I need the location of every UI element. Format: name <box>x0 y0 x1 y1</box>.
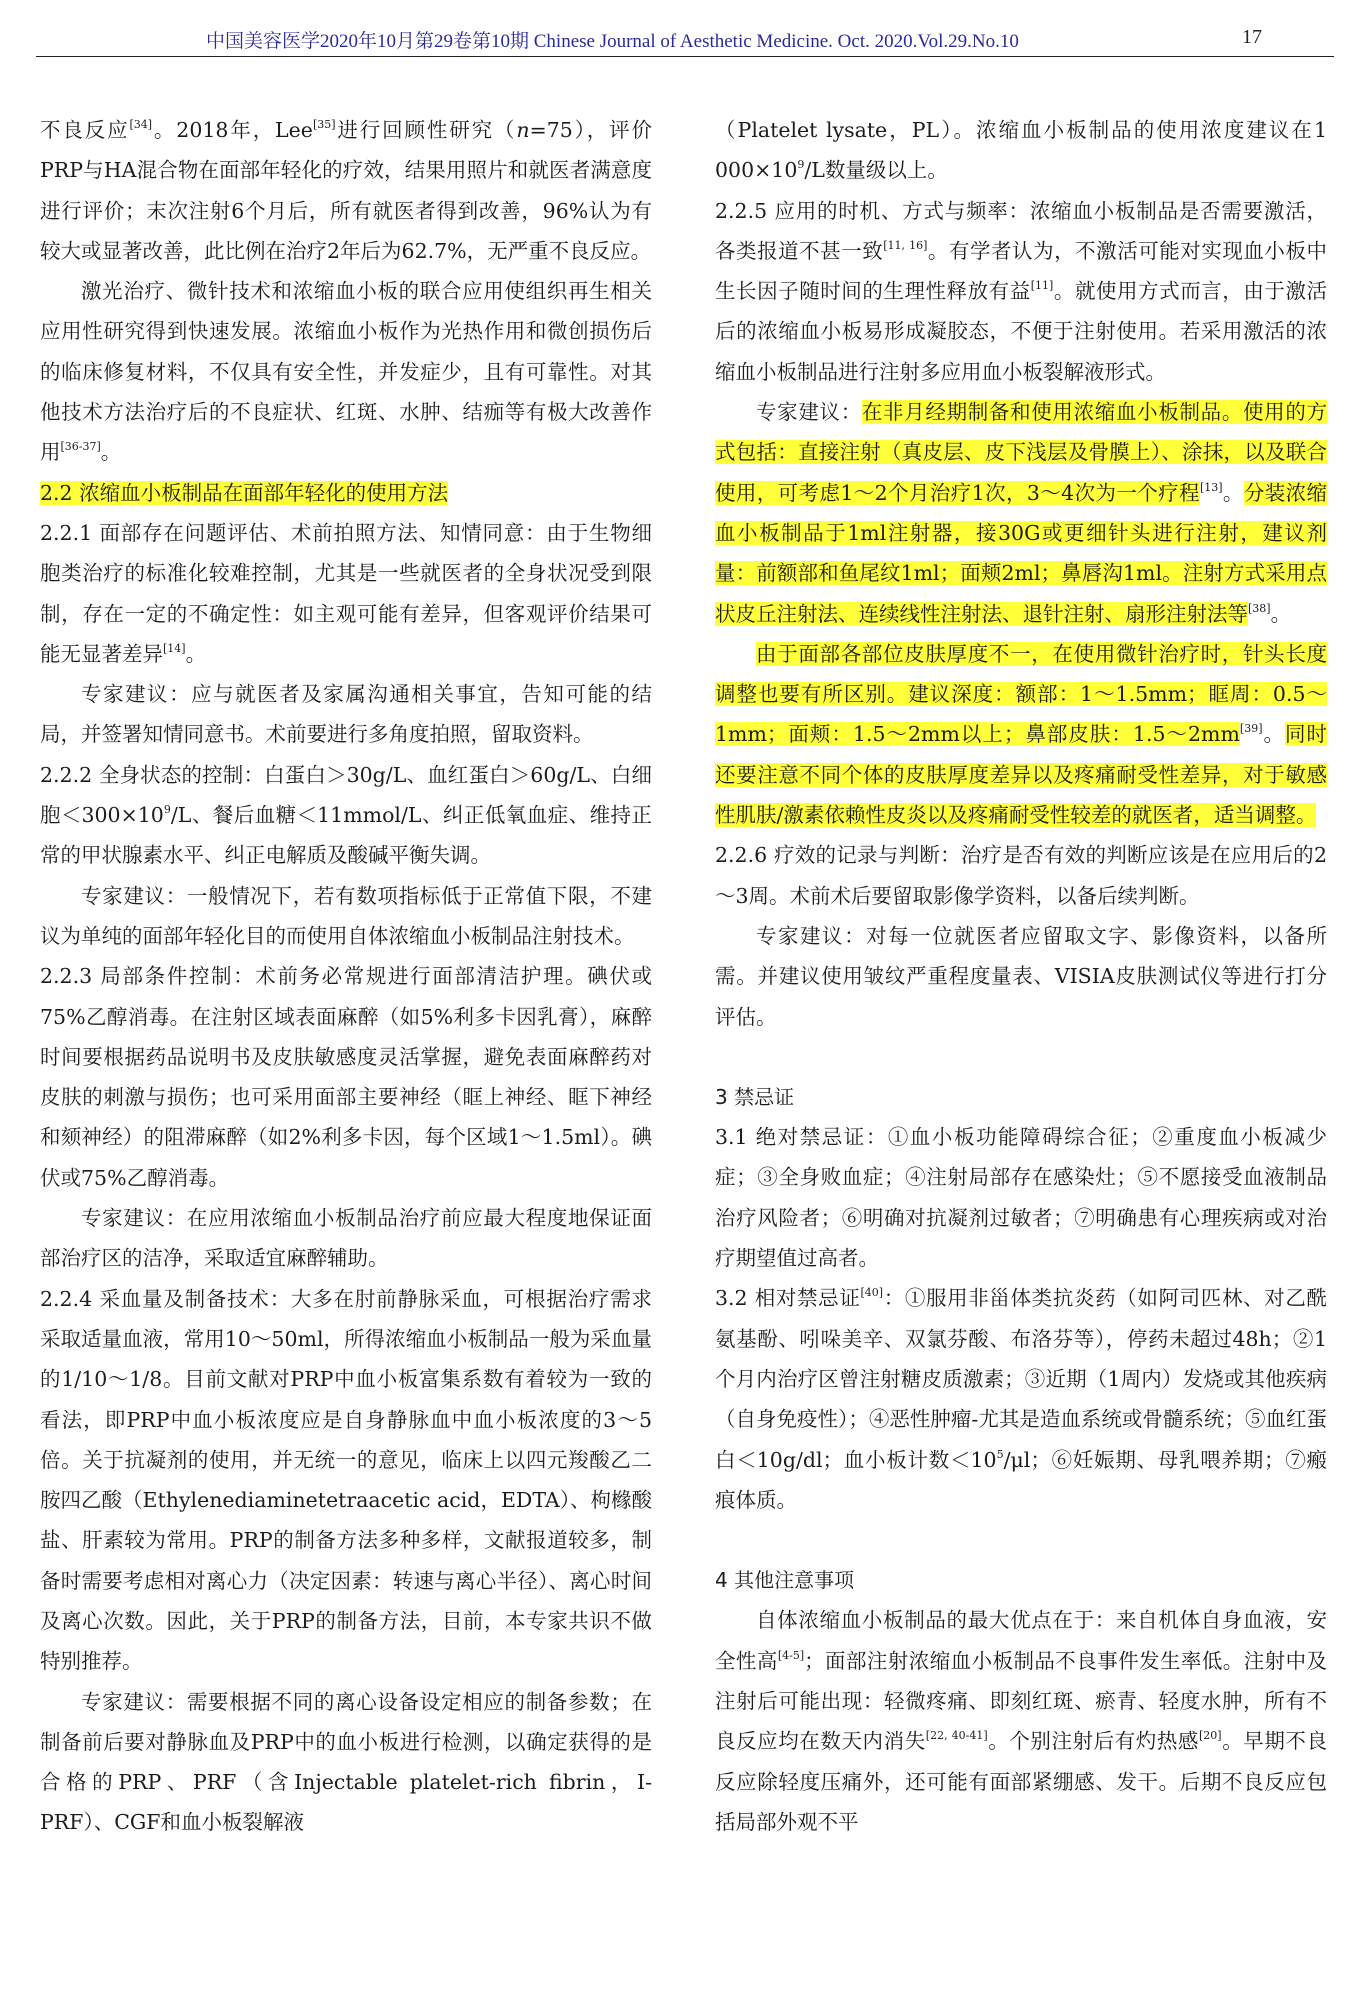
journal-header: 中国美容医学2020年10月第29卷第10期 Chinese Journal of Aesthetic Medicine. Oct. 2020.Vol.29.No.10 <box>206 31 1019 52</box>
section-heading-4: 4 其他注意事项 <box>715 1568 855 1593</box>
right-column <box>715 110 1327 1842</box>
expert-advice-5: 专家建议：在非月经期制备和使用浓缩血小板制品。使用的方式包括：直接注射（真皮层、皮下浅层及骨膜上）、涂抹，以及联合使用，可考虑1～2个月治疗1次，3～4次为一个疗程[13]。分装浓缩血小板制品于1ml注射器，接30G或更细针头进行注射，建议剂量：前额部和鱼尾纹1ml；面颊2ml；鼻唇沟1ml。注射方式采用点状皮丘注射法、连续线性注射法、退针注射、扇形注射法等[38]。 <box>715 400 1328 626</box>
section-heading-3: 3 禁忌证 <box>715 1084 795 1109</box>
paragraph-2-2-2: 2.2.2 全身状态的控制：白蛋白＞30g/L、血红蛋白＞60g/L、白细胞$<300\times 10^9/L$、餐后血糖＜11mmol/L、纠正低氧血症、维持正常的甲状腺素水平、纠正电解质及酸碱平衡失调。 <box>40 762 653 868</box>
paragraph-lee-study: 不良反应[34]。2018年，Lee[35]进行回顾性研究（n=75），评价PRP与HA混合物在面部年轻化的疗效，结果用照片和就医者满意度进行评价；末次注射6个月后，所有就医者得到改善，96%认为有较大或显著改善，此比例在治疗2年后为62.7%，无严重不良反应。 <box>40 118 653 263</box>
expert-advice-1: 专家建议：应与就医者及家属沟通相关事宜，告知可能的结局，并签署知情同意书。术前要进行多角度拍照，留取资料。 <box>40 682 652 747</box>
expert-advice-2: 专家建议：一般情况下，若有数项指标低于正常值下限，不建议为单纯的面部年轻化目的而使用自体浓缩血小板制品注射技术。 <box>40 883 652 948</box>
paragraph-2-2-1: 2.2.1 面部存在问题评估、术前拍照方法、知情同意：由于生物细胞类治疗的标准化较难控制，尤其是一些就医者的全身状况受到限制，存在一定的不确定性：如主观可能有差异，但客观评价结果可能无显著差异[14]。 <box>40 520 652 666</box>
paragraph-microneedle-depth: 由于面部各部位皮肤厚度不一，在使用微针治疗时，针头长度调整也要有所区别。建议深度：额部：1～1.5mm；眶周：0.5～1mm；面颊：1.5～2mm以上；鼻部皮肤：1.5～2mm[39]。同时还要注意不同个体的皮肤厚度差异以及疼痛耐受性差异，对于敏感性肌肤/激素依赖性皮炎以及疼痛耐受性较差的就医者，适当调整。 <box>715 641 1328 828</box>
expert-advice-4: 专家建议：需要根据不同的离心设备设定相应的制备参数；在制备前后要对静脉血及PRP中的血小板进行检测，以确定获得的是合格的PRP、PRF（含Injectable platelet-rich fibrin，I-PRF）、CGF和血小板裂解液 <box>40 1689 652 1835</box>
paragraph-2-2-5: 2.2.5 应用的时机、方式与频率：浓缩血小板制品是否需要激活，各类报道不甚一致[11, 16]。有学者认为，不激活可能对实现血小板中生长因子随时间的生理性释放有益[11]。就使用方式而言，由于激活后的浓缩血小板易形成凝胶态，不便于注射使用。若采用激活的浓缩血小板制品进行注射多应用血小板裂解液形式。 <box>715 198 1328 384</box>
expert-advice-3: 专家建议：在应用浓缩血小板制品治疗前应最大程度地保证面部治疗区的洁净，采取适宜麻醉辅助。 <box>40 1206 652 1271</box>
section-heading-2-2: 2.2 浓缩血小板制品在面部年轻化的使用方法 <box>40 480 449 505</box>
paragraph-2-2-4: 2.2.4 采血量及制备技术：大多在肘前静脉采血，可根据治疗需求采取适量血液，常用10～50ml，所得浓缩血小板制品一般为采血量的1/10～1/8。目前文献对PRP中血小板富集系数有着较为一致的看法，即PRP中血小板浓度应是自身静脉血中血小板浓度的3～5倍。关于抗凝剂的使用，并无统一的意见，临床上以四元羧酸乙二胺四乙酸（Ethylenediaminetetraacetic acid，EDTA）、枸橼酸盐、肝素较为常用。PRP的制备方法多种多样，文献报道较多，制备时需要考虑相对离心力（决定因素：转速与离心半径）、离心时间及离心次数。因此，关于PRP的制备方法，目前，本专家共识不做特别推荐。 <box>40 1286 652 1674</box>
expert-advice-6: 专家建议：对每一位就医者应留取文字、影像资料，以备所需。并建议使用皱纹严重程度量表、VISIA皮肤测试仪等进行打分评估。 <box>715 923 1327 1029</box>
paragraph-laser-combination: 激光治疗、微针技术和浓缩血小板的联合应用使组织再生相关应用性研究得到快速发展。浓缩血小板作为光热作用和微创损伤后的临床修复材料，不仅具有安全性，并发症少，且有可靠性。对其他技术方法治疗后的不良症状、红斑、水肿、结痂等有极大改善作用[36-37]。 <box>40 279 652 465</box>
paragraph-2-2-3: 2.2.3 局部条件控制：术前务必常规进行面部清洁护理。碘伏或75%乙醇消毒。在注射区域表面麻醉（如5%利多卡因乳膏），麻醉时间要根据药品说明书及皮肤敏感度灵活掌握，避免表面麻醉药对皮肤的刺激与损伤；也可采用面部主要神经（眶上神经、眶下神经和颏神经）的阻滞麻醉（如2%利多卡因，每个区域1～1.5ml）。碘伏或75%乙醇消毒。 <box>40 964 652 1190</box>
paragraph-3-2: 3.2 相对禁忌证[40]：①服用非甾体类抗炎药（如阿司匹林、对乙酰氨基酚、吲哚美辛、双氯芬酸、布洛芬等），停药未超过48h；②1个月内治疗区曾注射糖皮质激素；③近期（1周内）发烧或其他疾病（自身免疫性）；④恶性肿瘤-尤其是造血系统或骨髓系统；⑤血红蛋白＜10g/dl；血小板计数$<10^5/\mu l$；⑥妊娠期、母乳喂养期；⑦瘢痕体质。 <box>715 1286 1328 1512</box>
paragraph-pl-continuation: （Platelet lysate，PL）。浓缩血小板制品的使用浓度建议在1 $000\times 10^9/L$数量级以上。 <box>715 118 1327 183</box>
left-column <box>40 110 652 1843</box>
spacer <box>715 1520 1327 1560</box>
running-header <box>36 22 1334 57</box>
paragraph-2-2-6: 2.2.6 疗效的记录与判断：治疗是否有效的判断应该是在应用后的2～3周。术前术后要留取影像学资料，以备后续判断。 <box>715 843 1327 908</box>
page-number: 17 <box>1242 26 1262 48</box>
spacer <box>715 1037 1327 1077</box>
paragraph-4: 自体浓缩血小板制品的最大优点在于：来自机体自身血液，安全性高[4-5]；面部注射浓缩血小板制品不良事件发生率低。注射中及注射后可能出现：轻微疼痛、即刻红斑、瘀青、轻度水肿，所有不良反应均在数天内消失[22, 40-41]。个别注射后有灼热感[20]。早期不良反应除轻度压痛外，还可能有面部紧绷感、发干。后期不良反应包括局部外观不平 <box>715 1608 1328 1834</box>
paragraph-3-1: 3.1 绝对禁忌证：①血小板功能障碍综合征；②重度血小板减少症；③全身败血症；④注射局部存在感染灶；⑤不愿接受血液制品治疗风险者；⑥明确对抗凝剂过敏者；⑦明确患有心理疾病或对治疗期望值过高者。 <box>715 1125 1327 1271</box>
